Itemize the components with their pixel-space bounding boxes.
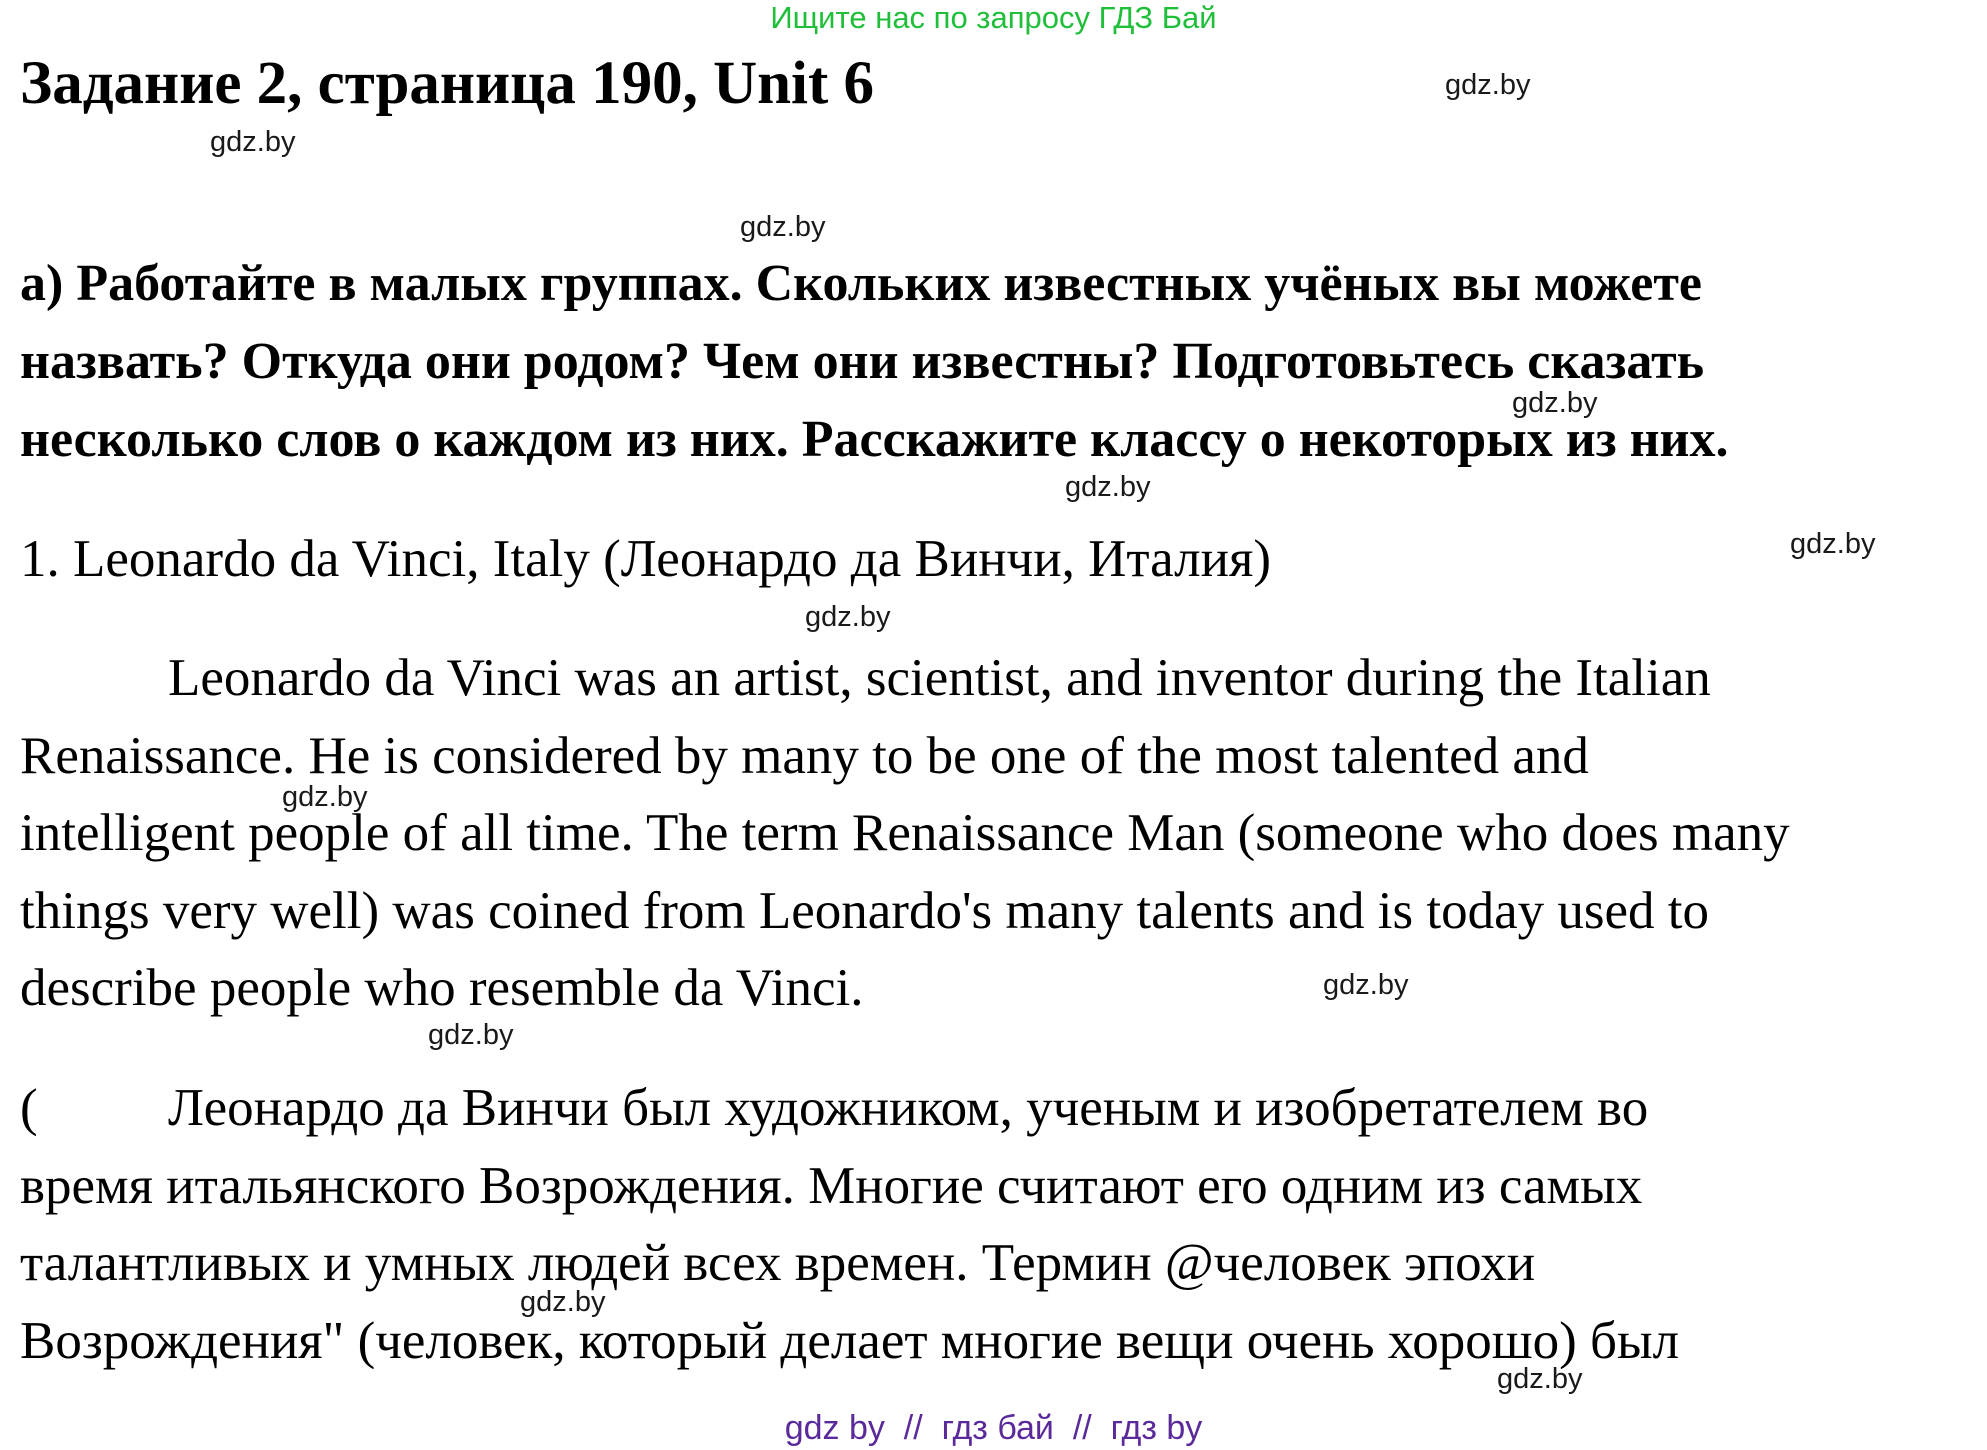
paragraph-line: ( Леонардо да Винчи был художником, ученым и изобретателем во	[20, 1070, 1679, 1148]
paragraph-russian	[20, 1070, 1679, 1380]
paragraph-line: things very well) was coined from Leonardo's many talents and is today used to	[20, 881, 1709, 940]
paragraph-line: intelligent people of all time. The term Renaissance Man (someone who does many	[20, 804, 1790, 862]
watermark: gdz.by	[1323, 969, 1409, 1001]
scientist-heading: 1. Leonardo da Vinci, Italy (Леонардо да Винчи, Италия)	[20, 530, 1271, 588]
paragraph-line: describe people who resemble da Vinci.	[20, 959, 864, 1017]
watermark: gdz.by	[1790, 528, 1876, 560]
footer-links[interactable]: gdz by // гдз бай // гдз by	[784, 1409, 1203, 1447]
paragraph-english	[20, 640, 1790, 1028]
watermark: gdz.by	[740, 211, 826, 243]
paragraph-line: Leonardo da Vinci was an artist, scientist, and inventor during the Italian	[168, 649, 1711, 707]
paragraph-line: талантливых и умных людей всех времен. Термин @человек эпохи	[20, 1234, 1536, 1292]
watermark: gdz.by	[282, 781, 368, 813]
task-line: несколько слов о каждом из них. Расскажите классу о некоторых из них.	[20, 411, 1729, 468]
watermark: gdz.by	[428, 1019, 514, 1051]
task-line: назвать? Откуда они родом? Чем они известны? Подготовьтесь сказать	[20, 333, 1705, 390]
watermark: gdz.by	[1065, 471, 1151, 503]
watermark: gdz.by	[805, 601, 891, 633]
paragraph-line: Renaissance. He is considered by many to be one of the most talented and	[20, 726, 1589, 785]
page-title: Задание 2, страница 190, Unit 6	[20, 50, 875, 117]
task-line: а) Работайте в малых группах. Скольких известных учёных вы можете	[20, 255, 1703, 312]
open-paren: (	[20, 1079, 38, 1137]
watermark: gdz.by	[1512, 387, 1598, 419]
paragraph-line: Возрождения" (человек, который делает многие вещи очень хорошо) был	[20, 1311, 1680, 1370]
search-hint-link[interactable]: Ищите нас по запросу ГДЗ Бай	[770, 0, 1217, 35]
watermark: gdz.by	[1445, 69, 1531, 101]
watermark: gdz.by	[1497, 1363, 1583, 1395]
task-instructions	[20, 245, 1970, 479]
watermark: gdz.by	[210, 126, 296, 158]
watermark: gdz.by	[520, 1286, 606, 1318]
paragraph-line: время итальянского Возрождения. Многие считают его одним из самых	[20, 1156, 1643, 1215]
